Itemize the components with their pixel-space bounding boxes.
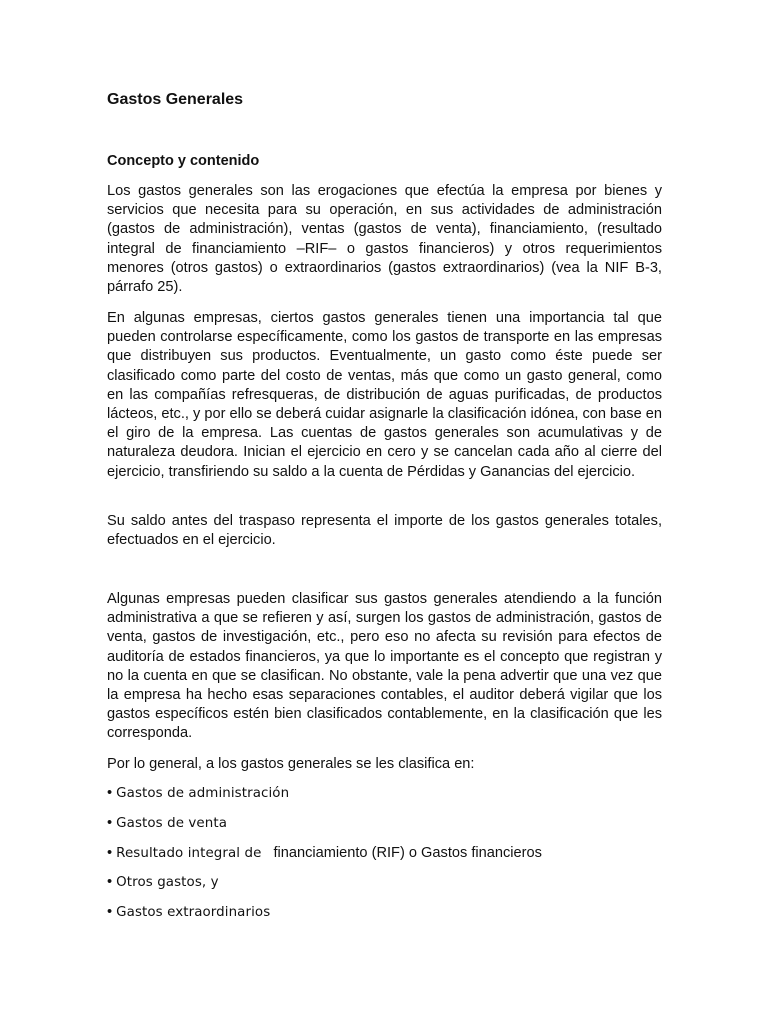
list-item-text-continued: financiamiento (RIF) o Gastos financieros [273,845,542,861]
list-item-text: Otros gastos, y [116,875,219,890]
bullet-marker: • [107,874,113,890]
paragraph-balance: Su saldo antes del traspaso representa el importe de los gastos generales totales, efectuados en el ejercicio. [107,513,662,549]
paragraph-specific-control: En algunas empresas, ciertos gastos generales tienen una importancia tal que pueden controlarse específicamente, como los gastos de transporte en las empresas que distribuyen sus productos. Eventualmente, un gasto como éste puede ser clasificado como parte del costo de ventas, más que como un gasto general, como en las compañías refresqueras, de distribución de aguas purificadas, de productos lácteos, etc., y por ello se deberá cuidar asignarle la clasificación idónea, con base en el giro de la empresa. Las cuentas de gastos generales son acumulativas y de naturaleza deudora. Inician el ejercicio en cero y se cancelan cada año al cierre del ejercicio, transfiriendo su saldo a la cuenta de Pérdidas y Ganancias del ejercicio. [107,310,662,480]
document-title: Gastos Generales [107,91,244,108]
list-item [107,784,289,803]
paragraph-list-intro: Por lo general, a los gastos generales se les clasifica en: [107,756,475,772]
list-item-text: Gastos de administración [116,786,290,801]
list-item [107,844,542,863]
list-item-text: Gastos de venta [116,816,228,831]
paragraph-definition: Los gastos generales son las erogaciones que efectúa la empresa por bienes y servicios que necesita para su operación, en sus actividades de administración (gastos de administración), ventas (gastos de venta), financiamiento, (resultado integral de financiamiento –RIF– o gastos financieros) y otros requerimientos menores (otros gastos) o extraordinarios (gastos extraordinarios) (vea la NIF B-3, párrafo 25). [107,183,662,296]
section-heading: Concepto y contenido [107,153,260,169]
bullet-marker: • [107,785,113,801]
list-item-text: Gastos extraordinarios [116,905,271,920]
bullet-marker: • [107,815,113,831]
list-item [107,814,227,833]
list-item [107,873,219,892]
list-item [107,903,270,922]
paragraph-classification: Algunas empresas pueden clasificar sus gastos generales atendiendo a la función administrativa a que se refieren y así, surgen los gastos de administración, gastos de venta, gastos de investigación, etc., pero eso no afecta su revisión para efectos de auditoría de estados financieros, ya que lo importante es el concepto que registran y no la cuenta en que se clasifican. No obstante, vale la pena advertir que una vez que la empresa ha hecho esas separaciones contables, el auditor deberá vigilar que los gastos específicos estén bien clasificados contablemente, en la clasificación que les corresponda. [107,591,662,742]
bullet-marker: • [107,845,113,861]
bullet-marker: • [107,904,113,920]
list-item-text: Resultado integral de [116,846,262,861]
